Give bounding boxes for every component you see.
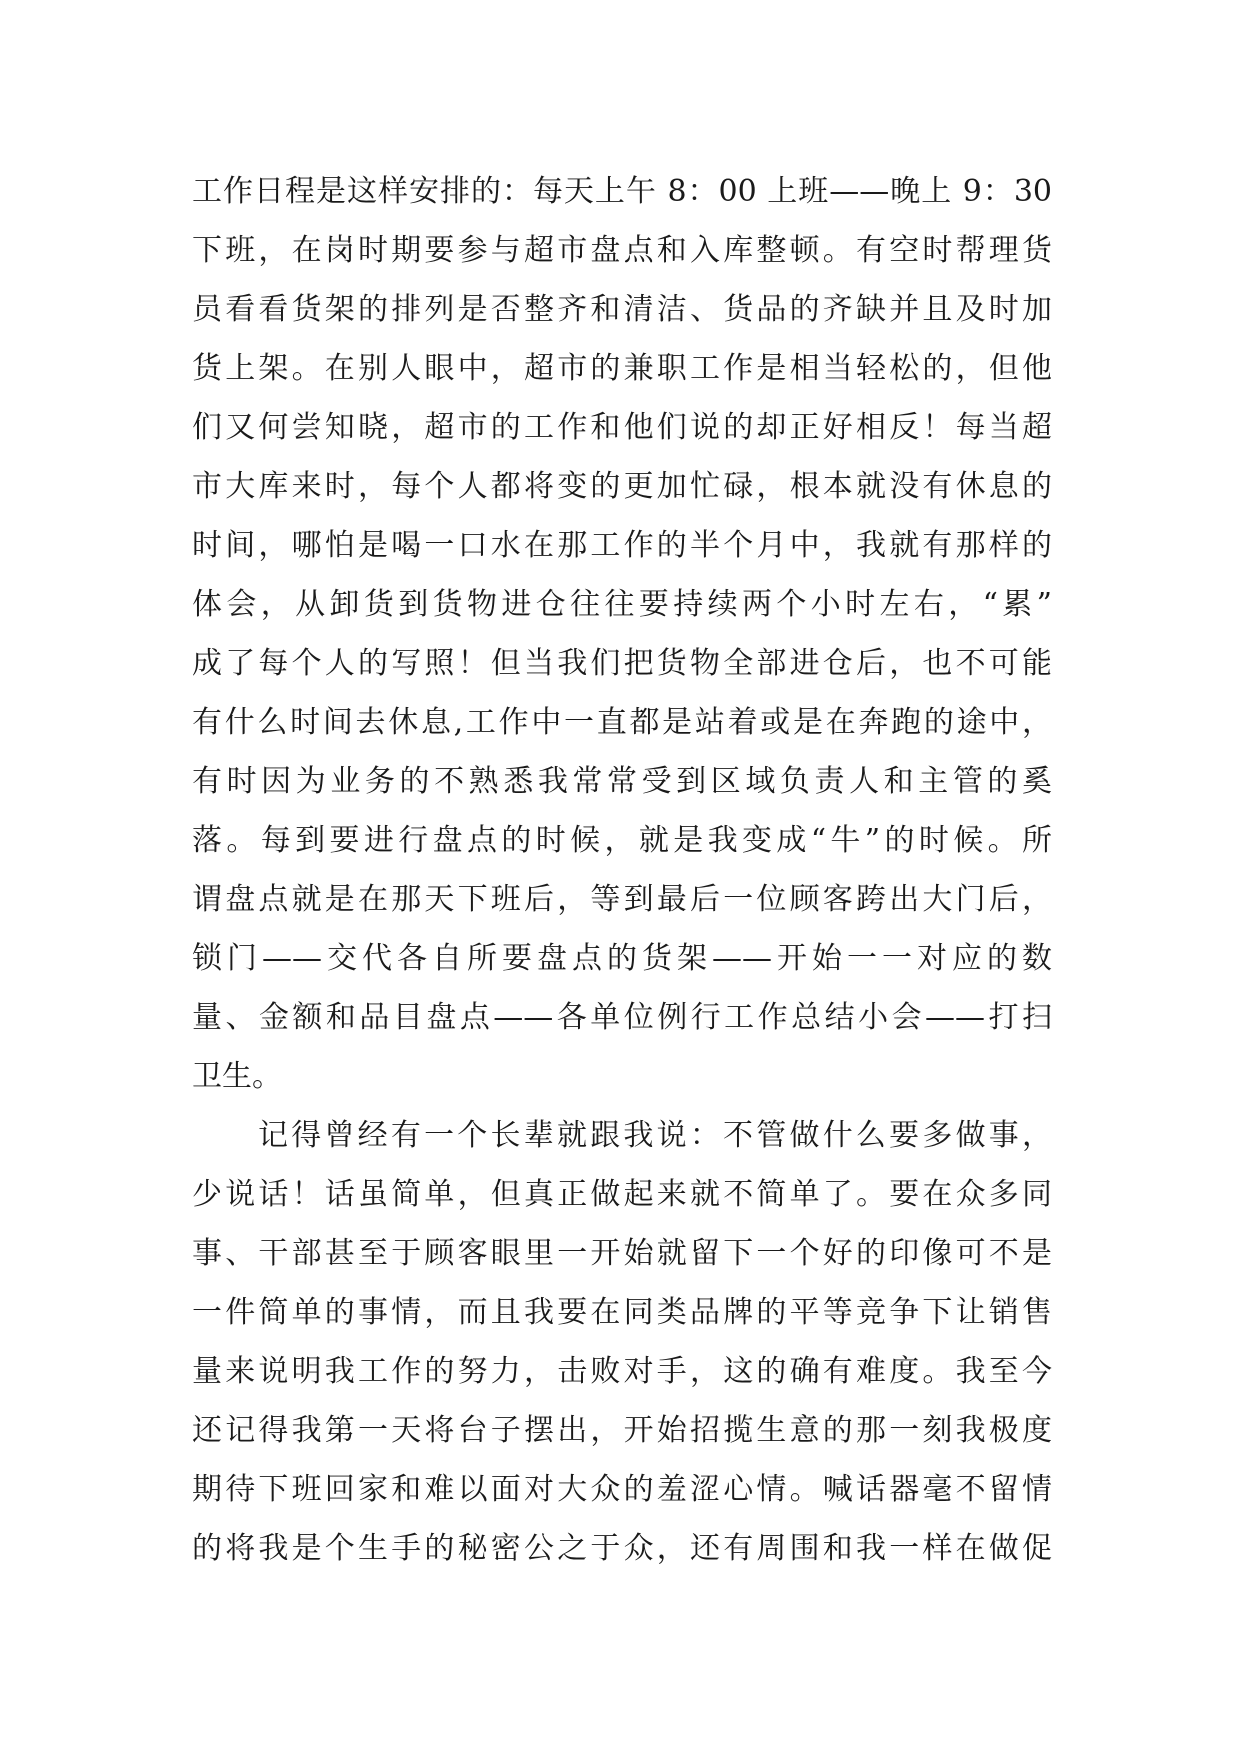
paragraph-2 [192,1106,1052,1578]
text-line: 锁门——交代各自所要盘点的货架——开始一一对应的数 [192,941,1052,976]
text-line: 量、金额和品目盘点——各单位例行工作总结小会——打扫 [192,1000,1052,1035]
text-line: 的将我是个生手的秘密公之于众，还有周围和我一样在做促 [192,1531,1052,1566]
text-line: 一件简单的事情，而且我要在同类品牌的平等竞争下让销售 [192,1295,1052,1330]
text-line: 们又何尝知晓，超市的工作和他们说的却正好相反！每当超 [192,410,1052,445]
text-line: 时间，哪怕是喝一口水在那工作的半个月中，我就有那样的 [192,528,1052,563]
text-line: 谓盘点就是在那天下班后，等到最后一位顾客跨出大门后， [192,882,1052,917]
text-line: 有时因为业务的不熟悉我常常受到区域负责人和主管的奚 [192,764,1052,799]
text-line: 成了每个人的写照！但当我们把货物全部进仓后，也不可能 [192,646,1052,681]
text-line: 有什么时间去休息,工作中一直都是站着或是在奔跑的途中， [192,705,1052,740]
text-line: 货上架。在别人眼中，超市的兼职工作是相当轻松的，但他 [192,351,1052,386]
text-line: 量来说明我工作的努力，击败对手，这的确有难度。我至今 [192,1354,1052,1389]
text-line: 下班，在岗时期要参与超市盘点和入库整顿。有空时帮理货 [192,233,1052,268]
text-line: 工作日程是这样安排的：每天上午 8：00 上班——晚上 9：30 [192,174,1052,209]
text-line: 员看看货架的排列是否整齐和清洁、货品的齐缺并且及时加 [192,292,1052,327]
text-line: 体会，从卸货到货物进仓往往要持续两个小时左右，“累” [192,587,1052,622]
paragraph-1 [192,162,1052,1106]
text-line: 事、干部甚至于顾客眼里一开始就留下一个好的印像可不是 [192,1236,1052,1271]
text-line: 期待下班回家和难以面对大众的羞涩心情。喊话器毫不留情 [192,1472,1052,1507]
text-line: 少说话！话虽简单，但真正做起来就不简单了。要在众多同 [192,1177,1052,1212]
text-line: 落。每到要进行盘点的时候，就是我变成“牛”的时候。所 [192,823,1052,858]
text-line: 卫生。 [192,1059,282,1094]
text-line: 市大库来时，每个人都将变的更加忙碌，根本就没有休息的 [192,469,1052,504]
text-line: 还记得我第一天将台子摆出，开始招揽生意的那一刻我极度 [192,1413,1052,1448]
body-text [192,162,1052,1578]
text-line: 记得曾经有一个长辈就跟我说：不管做什么要多做事， [258,1118,1052,1153]
